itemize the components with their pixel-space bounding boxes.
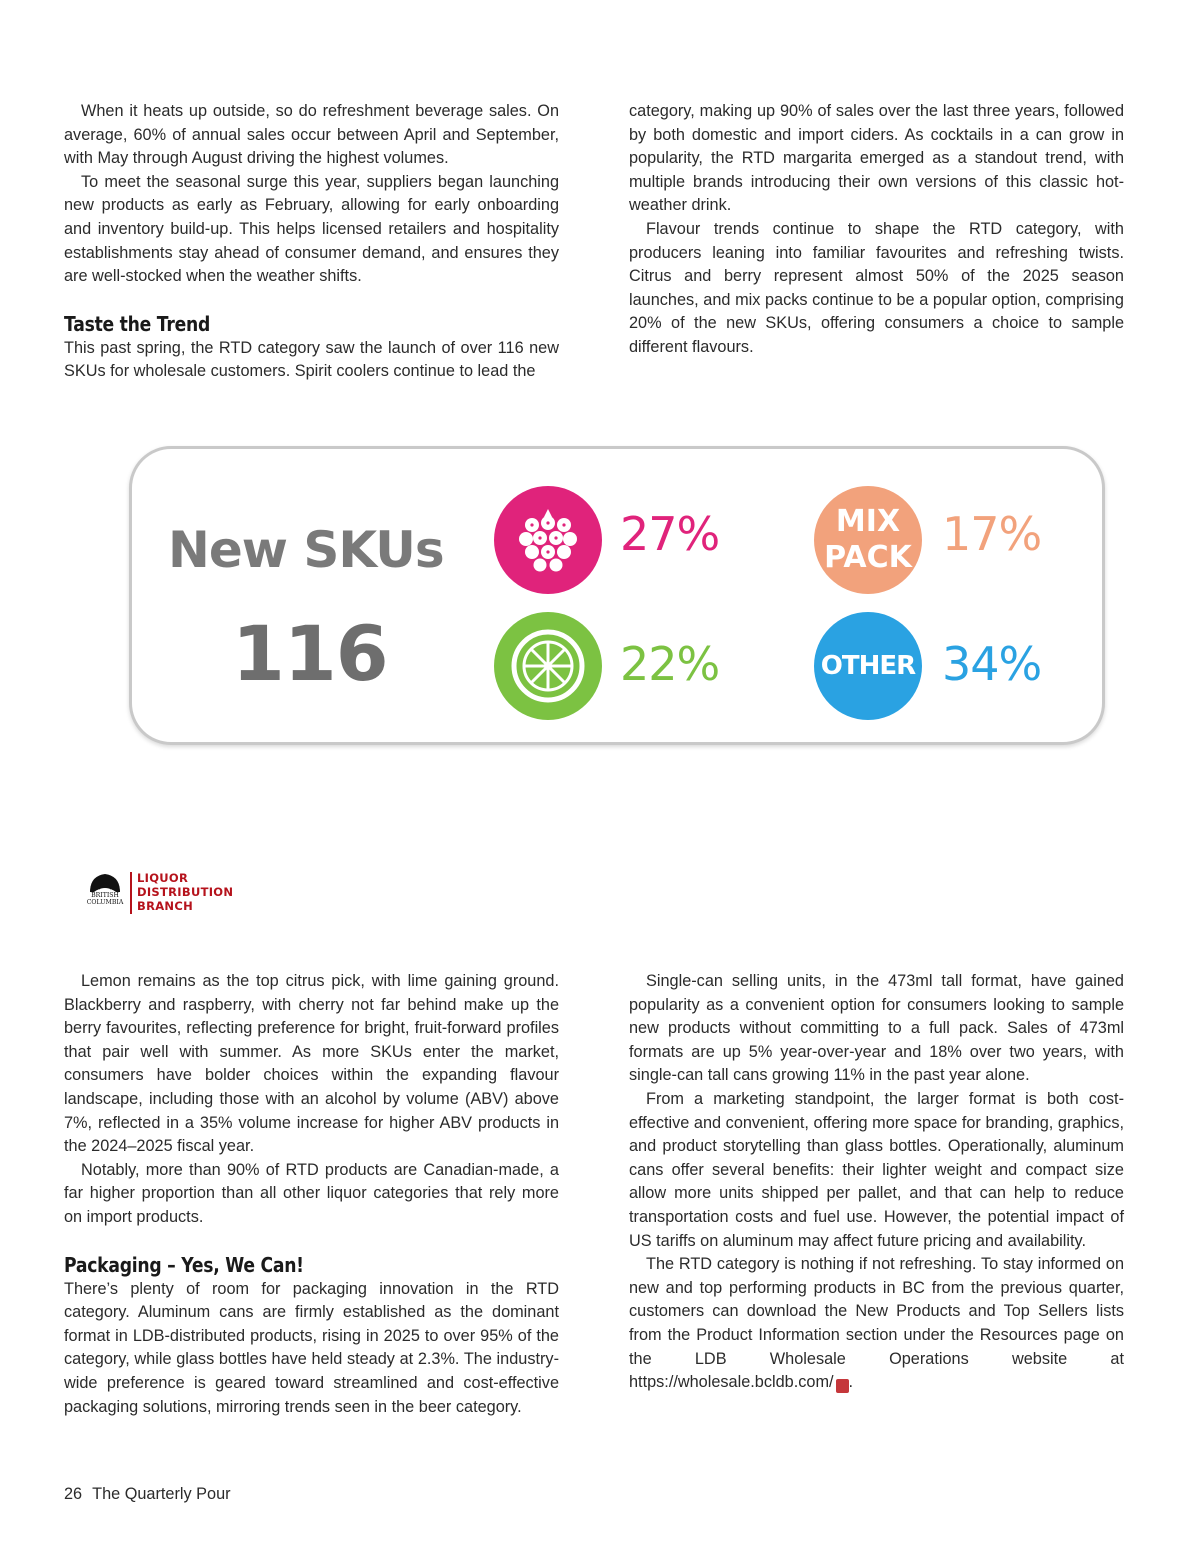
logo-line-distribution: DISTRIBUTION bbox=[137, 884, 234, 899]
new-skus-label: New SKUs bbox=[168, 521, 444, 579]
packaging-paragraph: There’s plenty of room for packaging innovation in the RTD category. Aluminum cans are firmly established as the dominant format in LDB-distributed products, rising in 2025 to over 95% of the category, while glass bottles have held steady at 2.3%. The industry-wide preference is geared toward streamlined and cost-effective packaging solutions, mirroring trends seen in the beer category. bbox=[64, 1279, 559, 1416]
berry-percent: 27% bbox=[620, 507, 720, 561]
section-heading-taste-the-trend: Taste the Trend bbox=[64, 311, 211, 336]
new-skus-paragraph: This past spring, the RTD category saw the launch of over 116 new SKUs for wholesale customers. Spirit coolers continue to lead the bbox=[64, 338, 559, 381]
closing-period: . bbox=[848, 1373, 854, 1392]
marketing-paragraph: From a marketing standpoint, the larger format is both cost-effective and convenient, offering more space for branding, graphics, and product storytelling than glass bottles. Operationally, aluminum cans offer several benefits: their lighter weight and compact size allow more units shipped per pallet, and that can help to reduce transportation costs and fuel use. However, the potential impact of US tariffs on aluminum may affect future pricing and availability. bbox=[629, 1089, 1124, 1250]
citrus-percent: 22% bbox=[620, 637, 720, 691]
single-can-paragraph: Single-can selling units, in the 473ml tall format, have gained popularity as a convenient option for consumers looking to sample new products without committing to a full pack. Sales of 473ml formats are up 5% year-over-year and 18% over two years, with single-can tall cans growing 11% in the past year alone. bbox=[629, 972, 1124, 1085]
crest-word-british: BRITISH bbox=[91, 892, 119, 899]
closing-paragraph bbox=[629, 1253, 1124, 1395]
article-column-bottom-left bbox=[64, 970, 559, 1419]
mix-pack-percent: 17% bbox=[942, 507, 1042, 561]
berry-icon bbox=[494, 486, 602, 594]
logo-wordmark bbox=[137, 872, 233, 913]
liquor-distribution-branch-logo bbox=[82, 870, 242, 916]
page-footer bbox=[64, 1485, 231, 1504]
crest-word-columbia: COLUMBIA bbox=[86, 898, 124, 906]
new-skus-count: 116 bbox=[232, 609, 388, 698]
article-column-top-left bbox=[64, 100, 559, 384]
flavour-trends-paragraph: Flavour trends continue to shape the RTD category, with producers leaning into familiar favourites and refreshing twists. Citrus and berry represent almost 50% of the 2025 season launches, and mix packs continue to be a popular option, comprising 20% of the new SKUs, offering consumers a choice to sample different flavours. bbox=[629, 219, 1124, 356]
other-percent: 34% bbox=[942, 637, 1042, 691]
article-column-top-right bbox=[629, 100, 1124, 360]
article-column-bottom-right bbox=[629, 970, 1124, 1395]
mix-pack-line1: MIX bbox=[835, 504, 901, 539]
mix-pack-icon bbox=[814, 486, 922, 594]
closing-text: The RTD category is nothing if not refreshing. To stay informed on new and top performing products in BC from the previous quarter, customers can download the New Products and Top Sellers lists from the Product Information section under the Resources page on the LDB Wholesale Operations website at https://wholesale.bcldb.com/ bbox=[629, 1255, 1124, 1392]
pdf-link-icon[interactable]: P bbox=[836, 1379, 849, 1393]
page-number: 26 bbox=[64, 1485, 83, 1503]
seasonal-paragraph: To meet the seasonal surge this year, suppliers began launching new products as early as February, allowing for early onboarding and inventory build-up. This helps licensed retailers and hospitality establishments stay ahead of consumer demand, and ensures they are well-stocked when the weather shifts. bbox=[64, 172, 559, 286]
other-circle-label: OTHER bbox=[820, 651, 916, 681]
new-skus-infographic bbox=[129, 446, 1105, 745]
bc-crest-icon bbox=[82, 870, 128, 916]
citrus-slice-icon bbox=[494, 612, 602, 720]
section-heading-packaging: Packaging – Yes, We Can! bbox=[64, 1252, 304, 1277]
citrus-berry-paragraph: Lemon remains as the top citrus pick, with lime gaining ground. Blackberry and raspberry, with cherry not far behind make up the berry favourites, reflecting preference for bright, fruit-forward profiles that pair well with summer. As more SKUs enter the market, consumers have bolder choices within the expanding flavour landscape, including those with an alcohol by volume (ABV) above 7%, reflected in a 35% volume increase for higher ABV products in the 2024–2025 fiscal year. bbox=[64, 972, 559, 1156]
logo-divider bbox=[130, 872, 132, 914]
other-icon bbox=[814, 612, 922, 720]
publication-name: The Quarterly Pour bbox=[92, 1485, 231, 1503]
intro-paragraph: When it heats up outside, so do refreshment beverage sales. On average, 60% of annual sales occur between April and September, with May through August driving the highest volumes. bbox=[64, 102, 559, 168]
logo-line-branch: BRANCH bbox=[137, 898, 194, 913]
logo-line-liquor: LIQUOR bbox=[137, 871, 189, 885]
canadian-made-paragraph: Notably, more than 90% of RTD products are Canadian-made, a far higher proportion than all other liquor categories that rely more on import products. bbox=[64, 1160, 559, 1226]
category-paragraph: category, making up 90% of sales over the last three years, followed by both domestic and import ciders. As cocktails in a can grow in popularity, the RTD margarita emerged as a standout trend, with multiple brands introducing their own versions of this classic hot-weather drink. bbox=[629, 102, 1124, 215]
mix-pack-line2: PACK bbox=[824, 540, 912, 575]
